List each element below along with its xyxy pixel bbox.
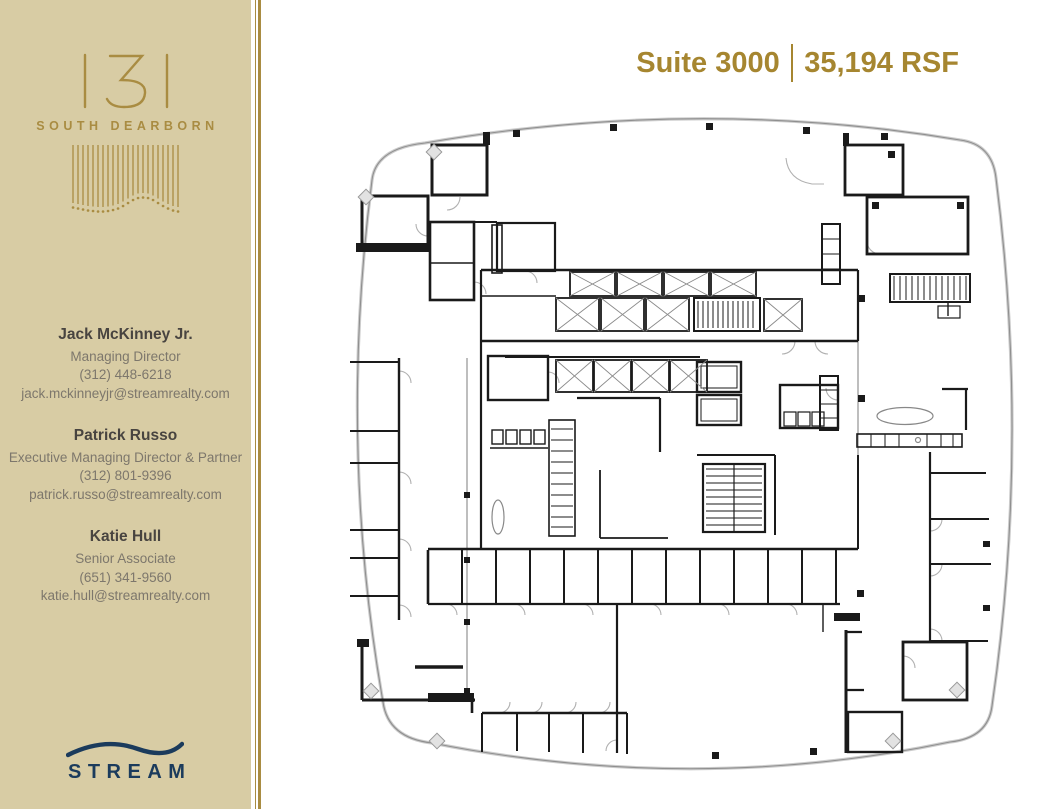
elevator-bank [556, 272, 802, 425]
contact-phone: (312) 801-9396 [79, 468, 172, 484]
contact-name: Patrick Russo [73, 427, 178, 445]
suite-label: Suite 3000 [636, 46, 780, 79]
contact-email[interactable]: katie.hull@streamrealty.com [40, 587, 211, 603]
sidebar-divider-thick [258, 0, 261, 809]
building-outline [357, 119, 1012, 769]
conference-table [492, 408, 933, 535]
area-label: 35,194 RSF [804, 46, 959, 79]
corridor-lines [467, 341, 858, 697]
stream-wordmark: STREAM [68, 761, 192, 783]
stream-wave-icon [66, 740, 184, 758]
contact-email[interactable]: patrick.russo@streamrealty.com [29, 486, 222, 502]
contact-list [0, 326, 251, 629]
stream-logo [66, 740, 192, 784]
suite-header [636, 44, 959, 82]
floor-plan [340, 100, 1030, 790]
restroom-partitions [549, 420, 575, 536]
building-number-logo [66, 52, 186, 110]
interior-walls [350, 145, 991, 754]
brand-sidebar [0, 0, 251, 809]
stairwell [694, 274, 970, 532]
contact-card [0, 326, 251, 403]
contact-email[interactable]: jack.mckinneyjr@streamrealty.com [21, 385, 230, 401]
contact-title: Managing Director [70, 349, 181, 364]
header-divider [791, 44, 794, 82]
building-name: SOUTH DEARBORN [36, 119, 219, 133]
fringe-ornament [71, 145, 181, 215]
contact-name: Katie Hull [89, 528, 162, 546]
contact-name: Jack McKinney Jr. [58, 326, 193, 343]
sidebar-divider-thin [255, 0, 256, 809]
contact-phone: (651) 341-9560 [79, 569, 172, 585]
building-logo [0, 52, 251, 215]
contact-title: Executive Managing Director & Partner [8, 450, 243, 466]
contact-title: Senior Associate [75, 551, 176, 567]
contact-card [0, 528, 251, 605]
contact-card [0, 427, 251, 504]
perimeter-columns [356, 123, 990, 759]
contact-phone: (312) 448-6218 [79, 367, 172, 383]
